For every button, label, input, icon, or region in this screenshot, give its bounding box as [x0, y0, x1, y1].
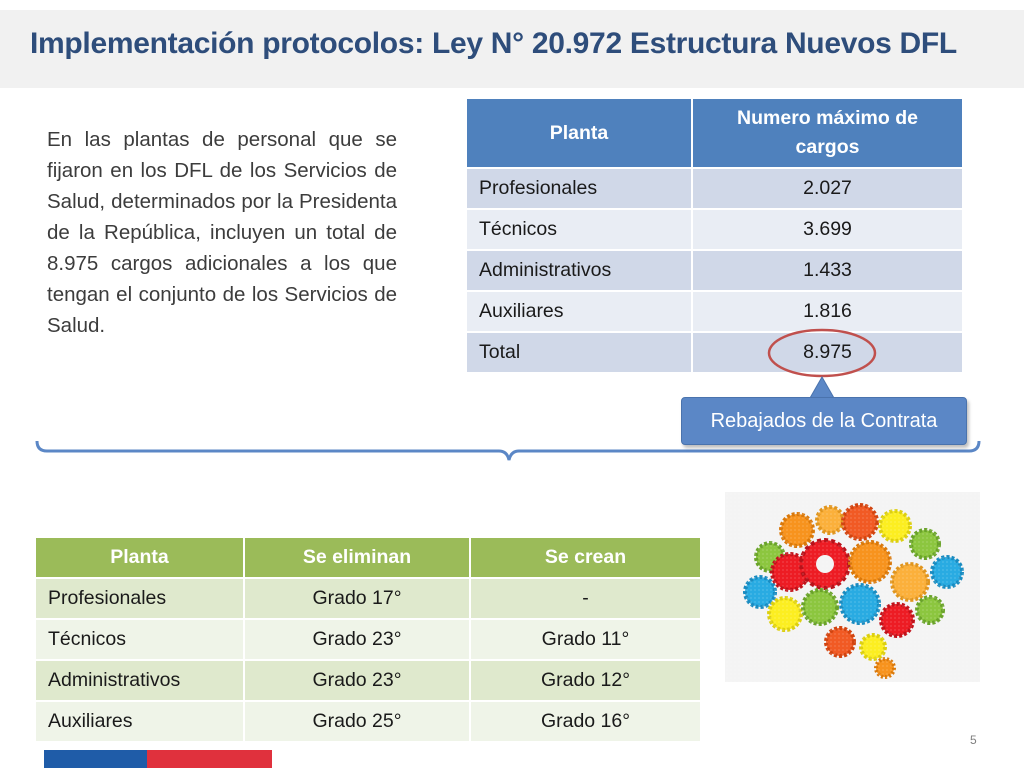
cell-cargos: 1.816	[693, 292, 964, 333]
table-row	[467, 251, 964, 292]
brain-gears-image	[725, 492, 980, 682]
header-planta: Planta	[467, 99, 693, 169]
cell-planta: Auxiliares	[467, 292, 693, 333]
table-row-total	[467, 333, 964, 374]
table-row	[36, 702, 702, 743]
page-number: 5	[970, 733, 977, 747]
header-se-eliminan: Se eliminan	[245, 538, 471, 579]
header-planta: Planta	[36, 538, 245, 579]
cell-se-eliminan: Grado 23°	[245, 620, 471, 661]
header-se-crean: Se crean	[471, 538, 702, 579]
intro-paragraph: En las plantas de personal que se fijaron en los DFL de los Servicios de Salud, determinados por la Presidenta de la República, incluyen un total de 8.975 cargos adicionales a los que tengan el conjunto de los Servicios de Salud.	[47, 128, 397, 337]
table-row	[467, 169, 964, 210]
table-row	[36, 620, 702, 661]
cell-se-eliminan: Grado 23°	[245, 661, 471, 702]
cell-se-crean: Grado 16°	[471, 702, 702, 743]
footer-flag-blue	[44, 750, 147, 768]
cell-se-crean: Grado 11°	[471, 620, 702, 661]
footer-flag-red	[147, 750, 272, 768]
cell-se-eliminan: Grado 25°	[245, 702, 471, 743]
cell-se-crean: Grado 12°	[471, 661, 702, 702]
cell-cargos: 3.699	[693, 210, 964, 251]
slide-title: Implementación protocolos: Ley N° 20.972 Estructura Nuevos DFL	[30, 27, 957, 60]
cell-se-crean: -	[471, 579, 702, 620]
cell-se-eliminan: Grado 17°	[245, 579, 471, 620]
header-numero-maximo: Numero máximo de cargos	[693, 99, 964, 169]
callout-pointer-icon	[810, 377, 834, 398]
table-header-row	[36, 538, 702, 579]
cell-cargos: 1.433	[693, 251, 964, 292]
cell-planta: Profesionales	[467, 169, 693, 210]
table-row	[467, 292, 964, 333]
cell-planta: Administrativos	[467, 251, 693, 292]
cell-planta: Técnicos	[467, 210, 693, 251]
cell-planta: Profesionales	[36, 579, 245, 620]
cell-planta: Total	[467, 333, 693, 374]
cell-planta: Administrativos	[36, 661, 245, 702]
callout-rebajados: Rebajados de la Contrata	[681, 397, 967, 445]
table-row	[467, 210, 964, 251]
table-row	[36, 579, 702, 620]
cell-planta: Técnicos	[36, 620, 245, 661]
cell-cargos: 2.027	[693, 169, 964, 210]
table-header-row	[467, 99, 964, 169]
table-row	[36, 661, 702, 702]
cell-planta: Auxiliares	[36, 702, 245, 743]
grados-table	[36, 538, 702, 743]
brain-gears-icon	[725, 492, 980, 682]
cell-cargos-total: 8.975	[693, 333, 964, 374]
cargos-table	[467, 99, 964, 374]
